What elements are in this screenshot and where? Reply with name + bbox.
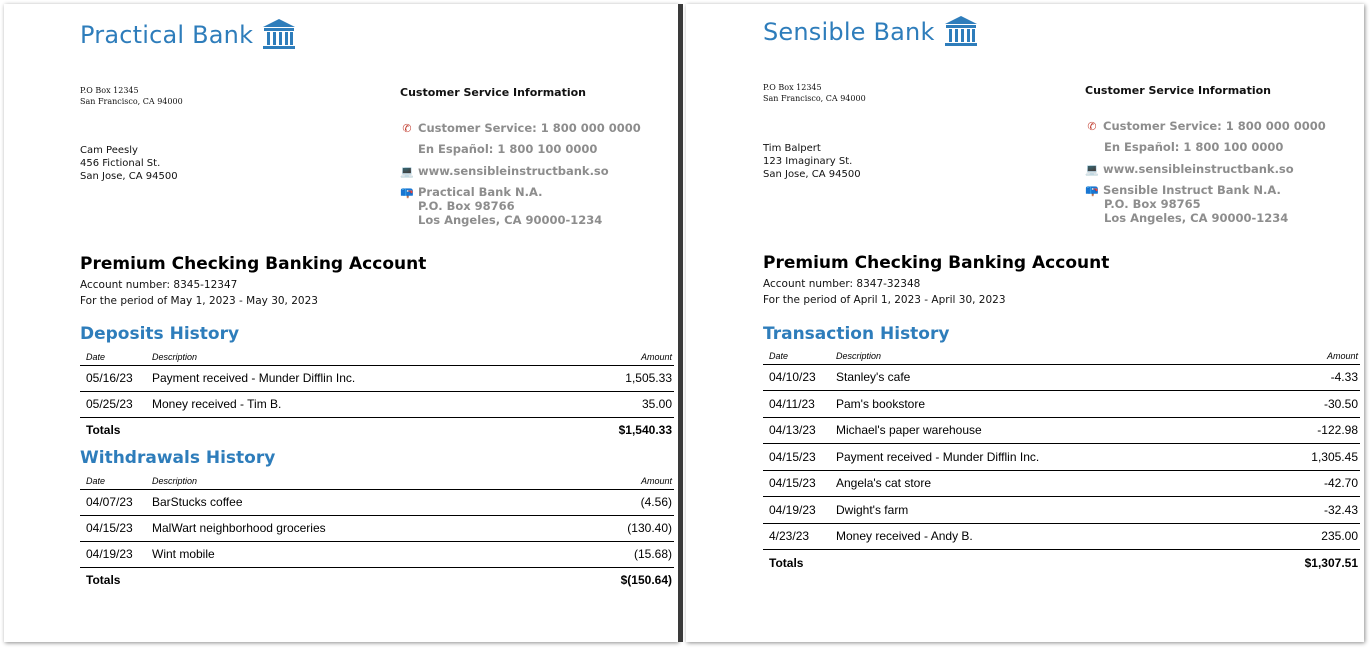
transactions-table <box>763 349 1360 576</box>
table-row <box>80 365 674 391</box>
table-row <box>80 541 674 567</box>
recipient-city: San Jose, CA 94500 <box>763 169 861 180</box>
account-period: For the period of April 1, 2023 - April 30, 2023 <box>763 294 1006 306</box>
row-date: 04/19/23 <box>80 541 146 567</box>
phone-text: Customer Service: 1 800 000 0000 <box>418 121 641 135</box>
account-title: Premium Checking Banking Account <box>80 254 427 274</box>
laptop-icon: 💻 <box>1085 163 1099 176</box>
row-description: Pam's bookstore <box>830 391 1220 418</box>
bank-name: Practical Bank <box>80 21 254 49</box>
phone-text: Customer Service: 1 800 000 0000 <box>1103 119 1326 133</box>
row-description: Money received - Tim B. <box>146 391 534 417</box>
totals-amount: $(150.64) <box>620 573 672 588</box>
row-date: 04/19/23 <box>763 497 830 524</box>
recipient-name: Cam Peesly <box>80 145 138 156</box>
row-amount: 1,305.45 <box>1220 444 1360 471</box>
header-description: Description <box>146 350 534 365</box>
table-row <box>763 444 1360 471</box>
table-row <box>80 489 674 515</box>
row-date: 04/07/23 <box>80 489 146 515</box>
bank-building-icon <box>261 18 297 52</box>
totals-row <box>80 417 674 443</box>
deposits-table <box>80 350 674 443</box>
mailing-address <box>1085 183 1281 198</box>
row-date: 05/25/23 <box>80 391 146 417</box>
row-date: 04/15/23 <box>80 515 146 541</box>
table-header <box>80 474 674 489</box>
row-description: Angela's cat store <box>830 470 1220 497</box>
account-title: Premium Checking Banking Account <box>763 253 1110 273</box>
totals-row <box>763 550 1360 576</box>
row-description: Payment received - Munder Difflin Inc. <box>830 444 1220 471</box>
totals-label: Totals <box>86 423 121 438</box>
customer-service-phone <box>400 121 641 136</box>
mailbox-icon: 📪 <box>1085 184 1099 197</box>
row-description: Wint mobile <box>146 541 534 567</box>
statement-page-sensible-bank <box>686 4 1364 642</box>
mail-city: Los Angeles, CA 90000-1234 <box>1104 211 1289 225</box>
customer-service-title: Customer Service Information <box>1085 84 1271 97</box>
row-amount: -4.33 <box>1220 364 1360 391</box>
transactions-title: Transaction History <box>763 324 950 344</box>
account-number: Account number: 8345-12347 <box>80 279 238 291</box>
table-row <box>763 364 1360 391</box>
sender-line: P.O Box 12345 <box>80 86 139 95</box>
spanish-phone: En Español: 1 800 100 0000 <box>418 142 598 156</box>
header-date: Date <box>80 474 146 489</box>
header-date: Date <box>80 350 146 365</box>
row-date: 04/15/23 <box>763 444 830 471</box>
bank-header <box>763 15 979 49</box>
mail-name: Practical Bank N.A. <box>418 185 543 199</box>
page-divider <box>678 4 683 642</box>
website <box>1085 162 1294 177</box>
recipient-street: 123 Imaginary St. <box>763 156 853 167</box>
row-description: MalWart neighborhood groceries <box>146 515 534 541</box>
mail-box: P.O. Box 98765 <box>1104 197 1201 211</box>
header-description: Description <box>830 349 1220 364</box>
table-row <box>763 417 1360 444</box>
row-description: BarStucks coffee <box>146 489 534 515</box>
website <box>400 164 609 179</box>
table-header <box>763 349 1360 364</box>
bank-name: Sensible Bank <box>763 18 935 46</box>
row-amount: -30.50 <box>1220 391 1360 418</box>
table-row <box>80 515 674 541</box>
mail-name: Sensible Instruct Bank N.A. <box>1103 183 1281 197</box>
laptop-icon: 💻 <box>400 165 414 178</box>
sender-line: San Francisco, CA 94000 <box>763 94 866 103</box>
website-link[interactable]: www.sensibleinstructbank.so <box>418 164 609 178</box>
recipient-city: San Jose, CA 94500 <box>80 171 178 182</box>
deposits-title: Deposits History <box>80 324 240 344</box>
totals-amount: $1,307.51 <box>1304 555 1358 570</box>
bank-building-icon <box>943 15 979 49</box>
row-amount: (130.40) <box>534 515 674 541</box>
customer-service-phone <box>1085 119 1326 134</box>
spanish-phone: En Español: 1 800 100 0000 <box>1104 140 1284 154</box>
mailbox-icon: 📪 <box>400 186 414 199</box>
header-description: Description <box>146 474 534 489</box>
totals-label: Totals <box>769 555 804 570</box>
account-number: Account number: 8347-32348 <box>763 278 921 290</box>
totals-row <box>80 567 674 593</box>
header-amount: Amount <box>1220 349 1360 364</box>
mailing-address <box>400 185 542 200</box>
header-amount: Amount <box>534 474 674 489</box>
row-amount: -122.98 <box>1220 417 1360 444</box>
row-date: 05/16/23 <box>80 365 146 391</box>
sender-address <box>763 82 866 104</box>
table-row <box>763 497 1360 524</box>
row-description: Dwight's farm <box>830 497 1220 524</box>
row-amount: 235.00 <box>1220 523 1360 550</box>
sender-address <box>80 85 183 107</box>
recipient-address <box>763 142 861 181</box>
row-description: Michael's paper warehouse <box>830 417 1220 444</box>
row-date: 4/23/23 <box>763 523 830 550</box>
row-amount: (15.68) <box>534 541 674 567</box>
mail-box: P.O. Box 98766 <box>418 199 515 213</box>
table-row <box>80 391 674 417</box>
header-date: Date <box>763 349 830 364</box>
sender-line: P.O Box 12345 <box>763 83 822 92</box>
statement-page-practical-bank <box>4 4 678 642</box>
withdrawals-table <box>80 474 674 593</box>
row-amount: -32.43 <box>1220 497 1360 524</box>
row-description: Stanley's cafe <box>830 364 1220 391</box>
account-period: For the period of May 1, 2023 - May 30, 2023 <box>80 295 318 307</box>
row-date: 04/13/23 <box>763 417 830 444</box>
bank-header <box>80 18 297 52</box>
recipient-address <box>80 144 178 183</box>
table-row <box>763 391 1360 418</box>
recipient-street: 456 Fictional St. <box>80 158 161 169</box>
table-header <box>80 350 674 365</box>
table-row <box>763 523 1360 550</box>
withdrawals-title: Withdrawals History <box>80 448 276 468</box>
row-amount: -42.70 <box>1220 470 1360 497</box>
row-date: 04/10/23 <box>763 364 830 391</box>
row-description: Payment received - Munder Difflin Inc. <box>146 365 534 391</box>
phone-icon: ✆ <box>402 122 412 135</box>
row-date: 04/15/23 <box>763 470 830 497</box>
totals-amount: $1,540.33 <box>618 423 672 438</box>
row-amount: 1,505.33 <box>534 365 674 391</box>
mail-city: Los Angeles, CA 90000-1234 <box>418 213 603 227</box>
row-amount: (4.56) <box>534 489 674 515</box>
totals-label: Totals <box>86 573 121 588</box>
phone-icon: ✆ <box>1087 120 1097 133</box>
row-amount: 35.00 <box>534 391 674 417</box>
row-date: 04/11/23 <box>763 391 830 418</box>
header-amount: Amount <box>534 350 674 365</box>
website-link[interactable]: www.sensibleinstructbank.so <box>1103 162 1294 176</box>
recipient-name: Tim Balpert <box>763 143 821 154</box>
row-description: Money received - Andy B. <box>830 523 1220 550</box>
sender-line: San Francisco, CA 94000 <box>80 97 183 106</box>
table-row <box>763 470 1360 497</box>
customer-service-title: Customer Service Information <box>400 86 586 99</box>
